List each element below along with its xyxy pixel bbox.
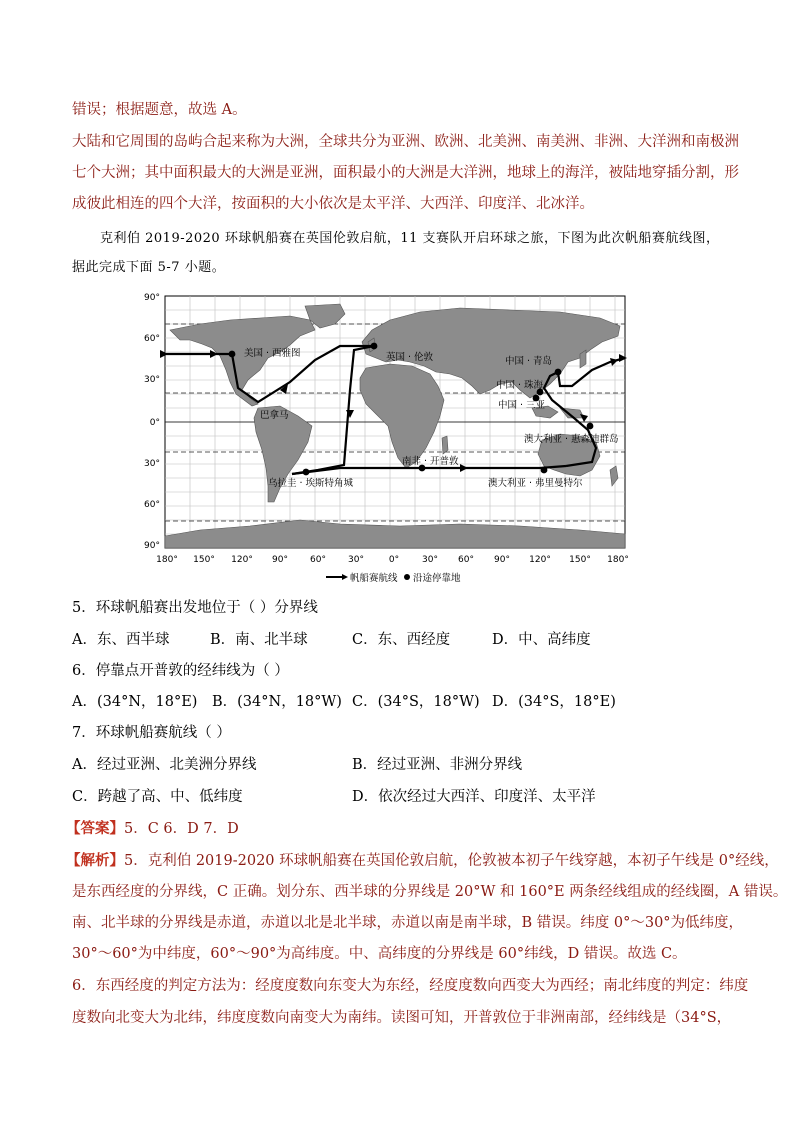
- question-5: 5．环球帆船赛出发地位于（ ）分界线: [72, 600, 318, 616]
- q7-option-c: C．跨越了高、中、低纬度: [72, 789, 243, 805]
- legend-stop-label: 沿途停靠地: [413, 573, 461, 584]
- stop-whitsunday: [587, 423, 594, 430]
- question-6: 6．停靠点开普敦的经纬线为（ ）: [72, 663, 289, 679]
- lat-label: 90°: [144, 541, 160, 551]
- analysis-line-6: 度数向北变大为北纬，纬度度数向南变大为南纬。读图可知，开普敦位于非洲南部，经纬线是（34°S，: [72, 1010, 732, 1026]
- analysis-line-5: 6．东西经度的判定方法为：经度度数向东变大为东经，经度度数向西变大为西经；南北纬度的判定：纬度: [72, 978, 749, 994]
- lat-label: 90°: [144, 293, 160, 303]
- lon-label: 60°: [458, 555, 474, 565]
- intro-line-4: 成彼此相连的四个大洋，按面积的大小依次是太平洋、大西洋、印度洋、北冰洋。: [72, 196, 594, 212]
- legend-route-label: 帆船赛航线: [350, 573, 398, 584]
- label-capetown: 南非 · 开普敦: [402, 456, 459, 467]
- route-map-figure: [140, 290, 640, 590]
- analysis-label: 【解析】: [66, 852, 124, 869]
- longitude-labels: [156, 555, 629, 565]
- lon-label: 30°: [348, 555, 364, 565]
- intro-line-2: 大陆和它周围的岛屿合起来称为大洲，全球共分为亚洲、欧洲、北美洲、南美洲、非洲、大洋洲和南极洲: [72, 134, 739, 150]
- lon-label: 120°: [529, 555, 551, 565]
- map-legend: [326, 572, 461, 584]
- answer-line: [66, 819, 239, 839]
- label-punta: 乌拉圭 · 埃斯特角城: [268, 478, 354, 489]
- label-seattle: 美国 · 西雅图: [244, 348, 301, 359]
- label-panama: 巴拿马: [260, 410, 289, 421]
- stop-seattle: [229, 351, 236, 358]
- lon-label: 30°: [422, 555, 438, 565]
- lat-label: 60°: [144, 500, 160, 510]
- lon-label: 90°: [494, 555, 510, 565]
- lon-label: 150°: [569, 555, 591, 565]
- legend-stop-icon: [404, 574, 410, 580]
- lat-label: 0°: [149, 418, 160, 428]
- answer-text: 5．C 6．D 7．D: [124, 821, 239, 837]
- lon-label: 180°: [607, 555, 629, 565]
- q5-option-a: A．东、西半球: [72, 632, 170, 648]
- q6-option-d: D．(34°S，18°E): [492, 694, 616, 710]
- label-sanya: 中国 · 三亚: [498, 400, 546, 411]
- q5-option-d: D．中、高纬度: [492, 632, 591, 648]
- label-whitsunday: 澳大利亚 · 惠森迪群岛: [524, 434, 619, 445]
- analysis-line-2: 是东西经度的分界线，C 正确。划分东、西半球的分界线是 20°W 和 160°E 两条经线组成的经线圈，A 错误。: [72, 884, 788, 900]
- lon-label: 60°: [310, 555, 326, 565]
- analysis-line-4: 30°～60°为中纬度，60°～90°为高纬度。中、高纬度的分界线是 60°纬线，D 错误。故选 C。: [72, 946, 687, 962]
- label-fremantle: 澳大利亚 · 弗里曼特尔: [488, 478, 583, 489]
- analysis-line-3: 南、北半球的分界线是赤道，赤道以北是北半球，赤道以南是南半球，B 错误。纬度 0°～30°为低纬度，: [72, 915, 744, 931]
- stop-punta: [303, 469, 310, 476]
- stop-london: [371, 343, 378, 350]
- question-7: 7．环球帆船赛航线（ ）: [72, 725, 231, 741]
- analysis-line-1: [66, 851, 779, 871]
- label-qingdao: 中国 · 青岛: [505, 356, 553, 367]
- lon-label: 90°: [272, 555, 288, 565]
- passage-line-2: 据此完成下面 5-7 小题。: [72, 260, 226, 275]
- route-map: [140, 290, 640, 590]
- answer-label: 【答案】: [66, 820, 124, 837]
- label-zhuhai: 中国 · 珠海: [496, 380, 544, 391]
- passage-line-1: 克利伯 2019-2020 环球帆船赛在英国伦敦启航，11 支赛队开启环球之旅，下图为此次帆船赛航线图，: [100, 231, 720, 246]
- q7-option-b: B．经过亚洲、非洲分界线: [352, 757, 523, 773]
- lat-label: 60°: [144, 334, 160, 344]
- lat-label: 30°: [144, 375, 160, 385]
- stop-qingdao: [555, 369, 562, 376]
- q5-option-b: B．南、北半球: [210, 632, 308, 648]
- latitude-labels: [144, 293, 160, 551]
- analysis-text-1: 5．克利伯 2019-2020 环球帆船赛在英国伦敦启航，伦敦被本初子午线穿越，本初子午线是 0°经线，: [124, 853, 779, 869]
- label-london: 英国 · 伦敦: [386, 352, 434, 363]
- intro-line-1: 错误；根据题意，故选 A。: [72, 102, 247, 118]
- q6-option-c: C．(34°S，18°W): [352, 694, 480, 710]
- lon-label: 150°: [193, 555, 215, 565]
- lon-label: 120°: [231, 555, 253, 565]
- lat-label: 30°: [144, 459, 160, 469]
- q7-option-d: D．依次经过大西洋、印度洋、太平洋: [352, 789, 596, 805]
- lon-label: 0°: [388, 555, 400, 565]
- q6-option-b: B．(34°N，18°W): [212, 694, 342, 710]
- intro-line-3: 七个大洲；其中面积最大的大洲是亚洲，面积最小的大洲是大洋洲，地球上的海洋，被陆地穿插分割，形: [72, 165, 739, 181]
- lon-label: 180°: [156, 555, 178, 565]
- q6-option-a: A．(34°N，18°E): [72, 694, 198, 710]
- q7-option-a: A．经过亚洲、北美洲分界线: [72, 757, 257, 773]
- stop-fremantle: [541, 467, 548, 474]
- q5-option-c: C．东、西经度: [352, 632, 451, 648]
